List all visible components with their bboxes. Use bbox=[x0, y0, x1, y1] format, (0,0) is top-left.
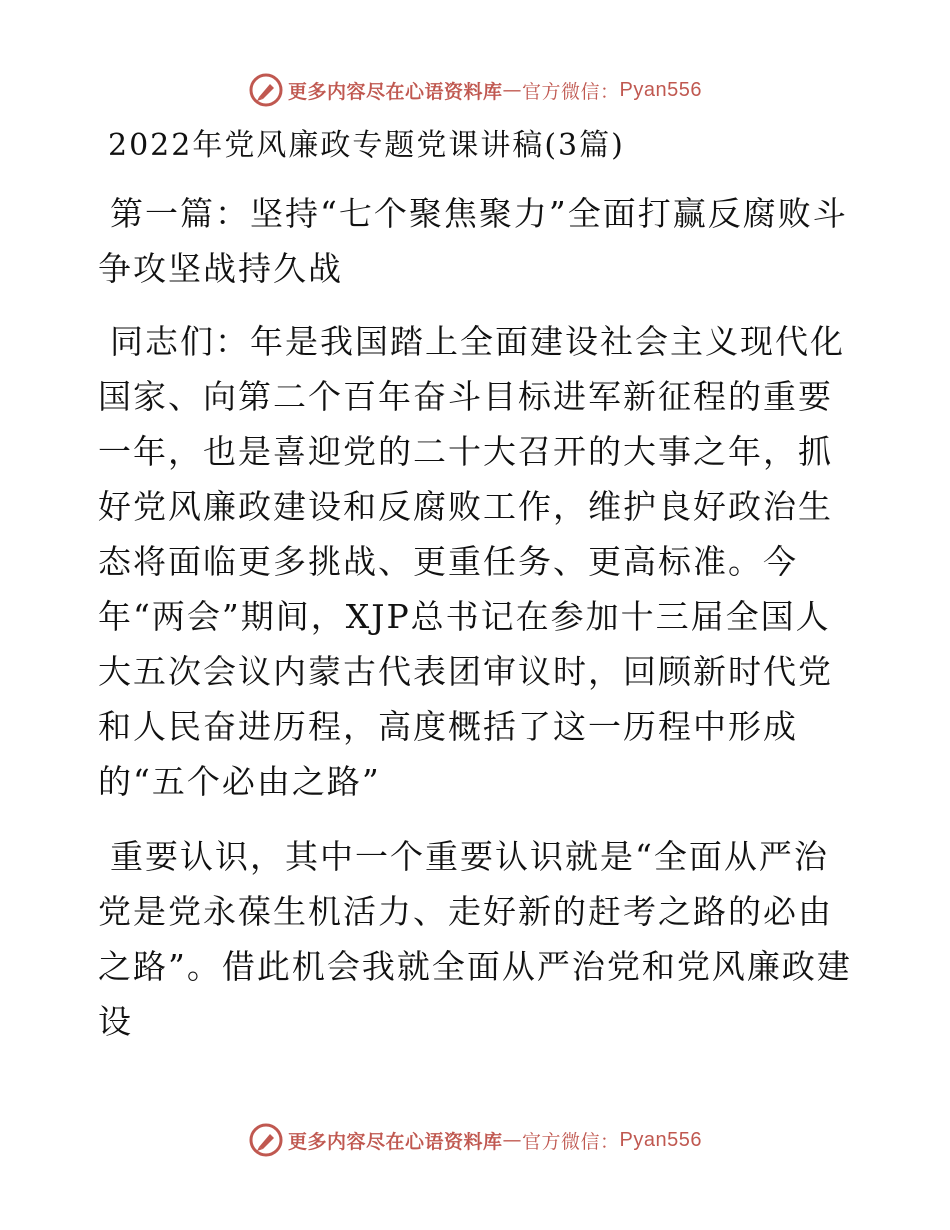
document-title: 2022年党风廉政专题党课讲稿(3篇) bbox=[108, 128, 625, 163]
watermark-id: Pyan556 bbox=[619, 1128, 702, 1151]
watermark-id: Pyan556 bbox=[619, 78, 702, 101]
paragraph-section-heading: 第一篇：坚持“七个聚焦聚力”全面打赢反腐败斗争攻坚战持久战 bbox=[98, 194, 848, 288]
watermark-sub-text: 官方微信： bbox=[522, 1130, 620, 1153]
watermark-sub-text: 官方微信： bbox=[522, 80, 620, 103]
watermark-main-text: 更多内容尽在心语资料库 bbox=[288, 80, 503, 103]
watermark-main-text: 更多内容尽在心语资料库 bbox=[288, 1130, 503, 1153]
footer-watermark bbox=[0, 1122, 950, 1158]
watermark-separator: — bbox=[502, 1129, 523, 1151]
fountain-pen-logo-icon bbox=[248, 1122, 284, 1158]
paragraph-body-2: 重要认识，其中一个重要认识就是“全面从严治党是党永葆生机活力、走好新的赶考之路的必由之路”。借此机会我就全面从严治党和党风廉政建设 bbox=[98, 837, 852, 1041]
fountain-pen-logo-icon bbox=[248, 72, 284, 108]
paragraph-body-1: 同志们：年是我国踏上全面建设社会主义现代化国家、向第二个百年奋斗目标进军新征程的重要一年，也是喜迎党的二十大召开的大事之年，抓好党风廉政建设和反腐败工作，维护良好政治生态将面临更多挑战、更重任务、更高标准。今年“两会”期间，XJP总书记在参加十三届全国人大五次会议内蒙古代表团审议时，回顾新时代党和人民奋进历程，高度概括了这一历程中形成的“五个必由之路” bbox=[98, 322, 845, 801]
document-body bbox=[98, 124, 858, 1069]
watermark-separator: — bbox=[502, 79, 523, 101]
header-watermark bbox=[0, 72, 950, 108]
